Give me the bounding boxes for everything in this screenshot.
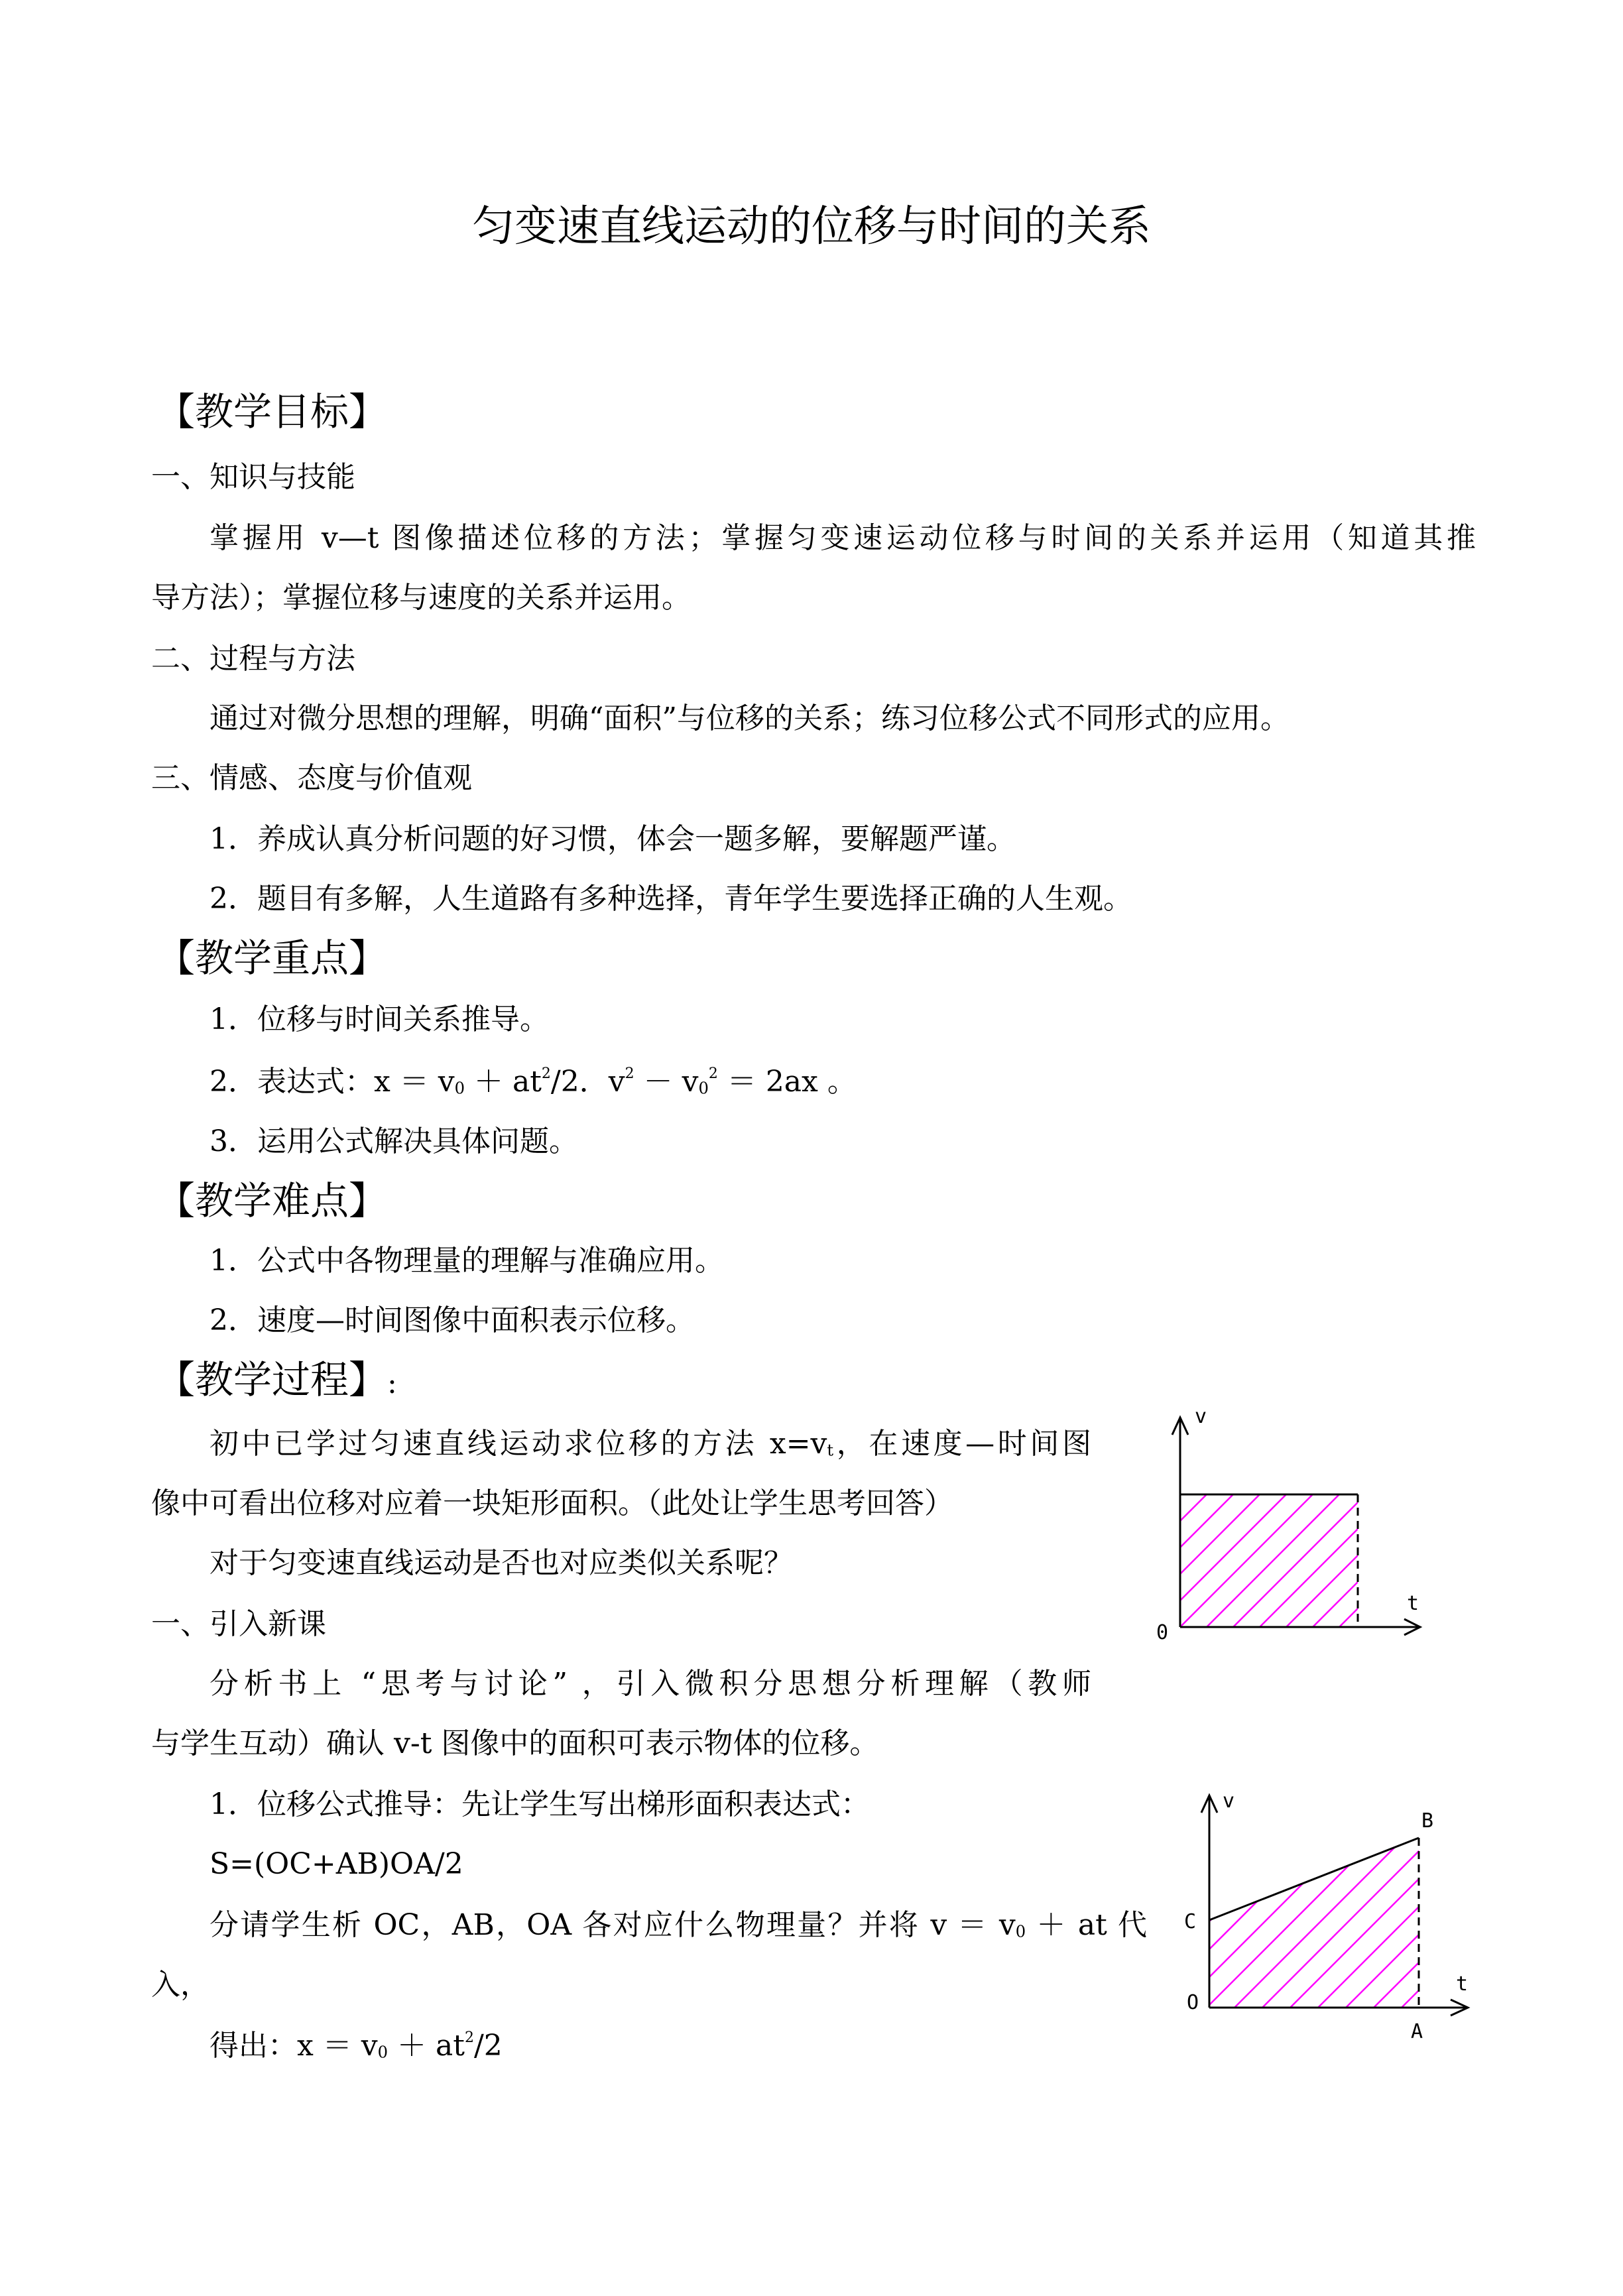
difficulty-2: 2．速度—时间图像中面积表示位移。: [210, 1303, 695, 1337]
process-p3-line1: 分析书上 “思考与讨论” ，引入微积分思想分析理解（教师: [210, 1667, 1091, 1701]
hatch-line: [1366, 1494, 1498, 1627]
t-label: t: [1407, 1592, 1419, 1615]
hatch-line: [1472, 1494, 1604, 1627]
derivation-step-1: 1．位移公式推导：先让学生写出梯形面积表达式：: [210, 1787, 870, 1821]
hatch-line: [1260, 1494, 1392, 1627]
hatch-line: [1127, 1494, 1260, 1627]
hatch-line: [1541, 1838, 1623, 2008]
point-a-label: A: [1411, 2020, 1423, 2043]
key-point-3: 3．运用公式解决具体问题。: [210, 1124, 578, 1158]
hatch-line: [1569, 1838, 1623, 2008]
key-point-2-formula: 2．表达式：$x = v_0 + at^2/2$．$v^2 - v_0^2 = 2ax$ 。: [210, 1065, 857, 1099]
hatch-line: [1207, 1494, 1339, 1627]
process-heading: 【教学过程】:: [156, 1357, 397, 1402]
hatch-line: [1154, 1494, 1286, 1627]
hatch-line: [1262, 1838, 1432, 2008]
hatch-line: [1290, 1838, 1460, 2008]
intro-title: 一、引入新课: [151, 1607, 326, 1641]
difficulties-heading: 【教学难点】: [156, 1178, 388, 1223]
objectives-heading: 【教学目标】: [156, 389, 388, 434]
hatch-line: [1445, 1494, 1578, 1627]
knowledge-text-line2: 导方法）；掌握位移与速度的关系并运用。: [151, 581, 691, 615]
hatch-line: [1339, 1494, 1472, 1627]
result-formula: 得出：$x = v_0 + at^2/2$: [210, 2029, 503, 2063]
section-knowledge-title: 一、知识与技能: [151, 460, 355, 494]
hatch-line: [1207, 1838, 1376, 2008]
hatch-line: [1346, 1838, 1516, 2008]
emotion-item-1: 1．养成认真分析问题的好习惯，体会一题多解，要解题严谨。: [210, 822, 1016, 856]
process-p4-line2: 入，: [151, 1968, 210, 2002]
process-p3-line2: 与学生互动）确认 v-t 图像中的面积可表示物体的位移。: [151, 1726, 879, 1760]
hatch-line: [1074, 1494, 1207, 1627]
hatch-line: [1513, 1838, 1623, 2008]
emotion-item-2: 2．题目有多解，人生道路有多种选择，青年学生要选择正确的人生观。: [210, 882, 1132, 916]
section-emotion-title: 三、情感、态度与价值观: [151, 761, 472, 795]
trapezoid-formula: S=(OC+AB)OA/2: [210, 1847, 463, 1881]
hatch-line: [1233, 1494, 1366, 1627]
t-label: t: [1456, 1972, 1469, 1996]
process-p4-line1: 分请学生析 OC，AB，OA 各对应什么物理量？并将 $v = v_0$ ＋ at 代: [210, 1908, 1147, 1942]
v-label: v: [1195, 1405, 1207, 1428]
velocity-line: [1209, 1838, 1419, 1920]
key-point-1: 1．位移与时间关系推导。: [210, 1002, 549, 1036]
hatch-line: [1179, 1838, 1349, 2008]
hatch-line: [1234, 1838, 1404, 2008]
process-text: 通过对微分思想的理解，明确“面积”与位移的关系；练习位移公式不同形式的应用。: [210, 701, 1290, 735]
hatch-line: [1457, 1838, 1623, 2008]
hatch-line: [1123, 1838, 1293, 2008]
hatch-line: [1180, 1494, 1313, 1627]
origin-label: O: [1187, 1991, 1199, 2014]
section-process-title: 二、过程与方法: [151, 642, 355, 676]
process-p2: 对于匀变速直线运动是否也对应类似关系呢？: [210, 1546, 793, 1580]
v-label: v: [1223, 1789, 1235, 1813]
origin-label: 0: [1156, 1621, 1169, 1644]
process-p1-line2: 像中可看出位移对应着一块矩形面积。（此处让学生思考回答）: [151, 1486, 953, 1520]
figure-accelerated-vt-graph: [1167, 1783, 1485, 2049]
page-title: 匀变速直线运动的位移与时间的关系: [472, 202, 1151, 251]
difficulty-1: 1．公式中各物理量的理解与准确应用。: [210, 1244, 724, 1278]
hatch-line: [1048, 1494, 1180, 1627]
hatch-line: [1485, 1838, 1623, 2008]
key-points-heading: 【教学重点】: [156, 936, 388, 981]
hatch-line: [1402, 1838, 1571, 2008]
knowledge-text-line1: 掌握用 v—t 图像描述位移的方法；掌握匀变速运动位移与时间的关系并运用（知道其推: [210, 521, 1476, 555]
hatch-line: [1313, 1494, 1445, 1627]
hatch-line: [1419, 1494, 1551, 1627]
hatch-line: [1101, 1494, 1233, 1627]
process-p1-line1: 初中已学过匀速直线运动求位移的方法 $x=v_t$，在速度—时间图: [210, 1427, 1091, 1461]
hatched-area: [1048, 1494, 1604, 1627]
hatch-line: [1429, 1838, 1599, 2008]
point-b-label: B: [1421, 1809, 1434, 1833]
hatch-line: [1151, 1838, 1321, 2008]
hatch-line: [1286, 1494, 1419, 1627]
point-c-label: C: [1184, 1910, 1197, 1933]
figure-uniform-vt-graph: [1127, 1399, 1432, 1658]
